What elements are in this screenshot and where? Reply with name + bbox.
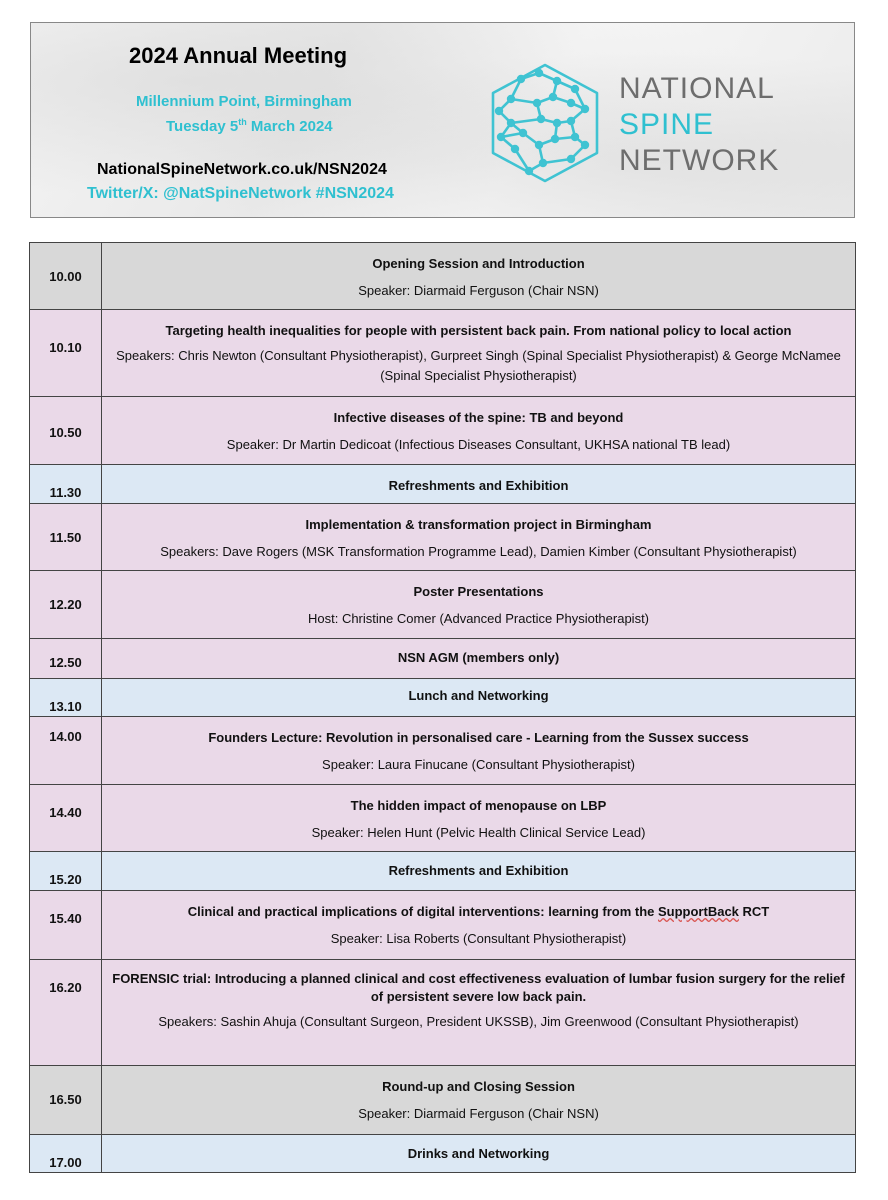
session-title: Lunch and Networking [408,688,549,703]
event-url: NationalSpineNetwork.co.uk/NSN2024 [97,161,387,178]
session-cell [102,960,856,1066]
session-time: 17.00 [30,1135,102,1173]
session-time: 10.00 [30,243,102,310]
session-time: 11.50 [30,504,102,571]
schedule-row [30,571,856,639]
session-cell [102,465,856,504]
session-time: 14.40 [30,785,102,852]
session-title: Targeting health inequalities for people with persistent back pain. From national policy to local action [165,323,792,338]
schedule-row [30,310,856,397]
session-speaker: Speakers: Sashin Ahuja (Consultant Surgeon, President UKSSB), Jim Greenwood (Consultant Physiotherapist) [158,1014,799,1029]
session-cell [102,1066,856,1135]
session-cell [102,310,856,397]
session-cell [102,717,856,785]
event-title: 2024 Annual Meeting [129,43,348,68]
session-title: Founders Lecture: Revolution in personalised care - Learning from the Sussex success [208,730,749,745]
session-speaker: Speaker: Diarmaid Ferguson (Chair NSN) [358,283,599,298]
schedule-row [30,243,856,310]
session-title: Poster Presentations [413,584,544,599]
session-speaker: Speaker: Helen Hunt (Pelvic Health Clinical Service Lead) [311,825,646,840]
schedule-row [30,891,856,960]
schedule-row [30,465,856,504]
session-speaker: Speakers: Dave Rogers (MSK Transformation Programme Lead), Damien Kimber (Consultant Physiotherapist) [160,544,797,559]
session-title: Refreshments and Exhibition [388,478,569,493]
session-time: 12.20 [30,571,102,639]
session-title: Refreshments and Exhibition [388,863,569,878]
session-time: 11.30 [30,465,102,504]
session-time: 13.10 [30,679,102,717]
session-title: Infective diseases of the spine: TB and beyond [333,410,624,425]
spine-logo-icon [481,59,609,187]
session-speaker: Host: Christine Comer (Advanced Practice Physiotherapist) [307,611,650,626]
session-time: 10.10 [30,310,102,397]
schedule-row [30,785,856,852]
schedule-table [29,242,856,1173]
event-date: Tuesday 5th March 2024 [166,117,333,135]
session-time: 16.20 [30,960,102,1066]
event-venue: Millennium Point, Birmingham [136,93,352,110]
session-time: 10.50 [30,397,102,465]
session-cell [102,397,856,465]
session-time: 14.00 [30,717,102,785]
session-speaker: Speakers: Chris Newton (Consultant Physiotherapist), Gurpreet Singh (Spinal Specialist Physiotherapist) & George McNamee (Spinal Specialist Physiotherapist) [116,348,841,383]
schedule-row [30,639,856,679]
header-banner [30,22,855,218]
session-time: 16.50 [30,1066,102,1135]
schedule-row [30,960,856,1066]
session-cell [102,639,856,679]
session-title: Clinical and practical implications of digital interventions: learning from the SupportBack RCT [187,904,770,919]
session-cell [102,504,856,571]
session-title: FORENSIC trial: Introducing a planned clinical and cost effectiveness evaluation of lumbar fusion surgery for the relief of persistent severe low back pain. [112,971,845,1004]
session-title: Implementation & transformation project in Birmingham [305,517,652,532]
session-speaker: Speaker: Dr Martin Dedicoat (Infectious Diseases Consultant, UKHSA national TB lead) [226,437,731,452]
schedule-row [30,1066,856,1135]
logo-wordmark: NATIONAL SPINE NETWORK [619,72,780,177]
session-cell [102,571,856,639]
session-cell [102,1135,856,1173]
schedule-row [30,397,856,465]
session-speaker: Speaker: Lisa Roberts (Consultant Physiotherapist) [330,931,627,946]
session-title: Opening Session and Introduction [372,256,585,271]
schedule-row [30,1135,856,1173]
session-title: The hidden impact of menopause on LBP [350,798,607,813]
session-time: 12.50 [30,639,102,679]
schedule-row [30,679,856,717]
event-twitter: Twitter/X: @NatSpineNetwork #NSN2024 [87,185,394,202]
session-time: 15.40 [30,891,102,960]
session-time: 15.20 [30,852,102,891]
session-title: NSN AGM (members only) [397,650,560,665]
session-cell [102,243,856,310]
schedule-row [30,717,856,785]
spellcheck-word: SupportBack [658,904,739,919]
session-cell [102,679,856,717]
session-speaker: Speaker: Laura Finucane (Consultant Physiotherapist) [322,757,635,772]
session-cell [102,785,856,852]
schedule-row [30,504,856,571]
session-cell [102,891,856,960]
session-title: Round-up and Closing Session [382,1079,575,1094]
session-cell [102,852,856,891]
session-speaker: Speaker: Diarmaid Ferguson (Chair NSN) [358,1106,599,1121]
schedule-row [30,852,856,891]
session-title: Drinks and Networking [407,1146,550,1161]
